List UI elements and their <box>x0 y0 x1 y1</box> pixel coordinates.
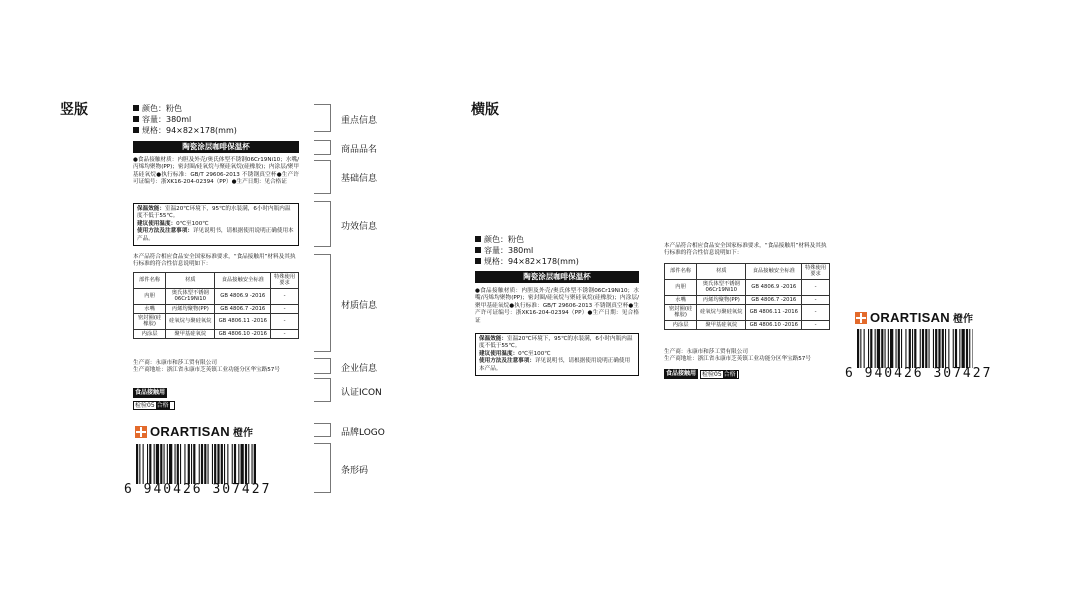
barcode-bar <box>139 444 140 484</box>
spec-size: 规格：94×82×178(mm) <box>484 257 579 266</box>
barcode-bar <box>241 444 244 484</box>
bracket-material-info <box>314 254 331 352</box>
table-header-row: 部件名称 材质 食品接触安全标准 特殊使用要求 <box>134 273 299 289</box>
barcode-bar <box>938 329 940 368</box>
brand-mark-icon <box>135 426 147 438</box>
spec-capacity: 容量：380ml <box>142 115 192 124</box>
square-bullet-icon <box>475 236 481 242</box>
bracket-cert-icon <box>314 378 331 402</box>
barcode-bar <box>881 329 883 368</box>
vertical-barcode <box>136 444 256 484</box>
barcode-bar <box>870 329 872 368</box>
barcode-bar <box>177 444 179 484</box>
barcode-bar <box>224 444 225 484</box>
table-row: 内胆 奥氏体型不锈钢06Cr19Ni10 GB 4806.9 -2016 - <box>134 288 299 304</box>
callout-product-name: 商品品名 <box>341 145 378 155</box>
barcode-bar <box>962 329 965 368</box>
horizontal-barcode-digits: 6 940426 307427 <box>845 366 993 381</box>
square-bullet-icon <box>475 247 481 253</box>
table-row: 水嘴 丙烯均聚物(PP) GB 4806.7 -2016 - <box>665 295 830 304</box>
bracket-basic-info <box>314 160 331 194</box>
table-row: 密封圈(硅橡胶) 硅氧烷与聚硅氧烷 GB 4806.11 -2016 - <box>134 314 299 330</box>
barcode-bar <box>252 444 253 484</box>
barcode-bar <box>922 329 924 368</box>
vertical-material-intro: 本产品符合相应食品安全国家标准要求，“食品接触用”材料及其执行标准的符合性信息说明如下： <box>133 254 296 268</box>
barcode-bar <box>199 444 200 484</box>
barcode-bar <box>188 444 190 484</box>
horizontal-basic-info: ●食品接触材质：内胆及外壳/奥氏体型不锈钢06Cr19Ni10；水嘴/丙烯均聚物(PP)；密封圈/硅氧烷与聚硅氧烷(硅橡胶)；内涂层/聚甲基硅氧烷●执行标准：GB/T 29606-2013 不锈钢真空杯●生产许可证编号：浙XK16-204-02394（PP）●生产日期：见合格证 <box>475 288 639 324</box>
callout-cert-icon: 认证ICON <box>341 388 382 398</box>
vertical-barcode-digits: 6 940426 307427 <box>124 482 272 497</box>
barcode-bar <box>857 329 859 368</box>
barcode-bar <box>860 329 861 368</box>
table-row: 内胆 奥氏体型不锈钢06Cr19Ni10 GB 4806.9 -2016 - <box>665 279 830 295</box>
bracket-product-name <box>314 140 331 155</box>
square-bullet-icon <box>133 127 139 133</box>
barcode-bar <box>149 444 151 484</box>
barcode-bar <box>948 329 949 368</box>
horizontal-brand-logo: ORARTISAN 橙作 <box>855 310 973 325</box>
barcode-bar <box>875 329 876 368</box>
barcode-bar <box>933 329 934 368</box>
barcode-bar <box>167 444 168 484</box>
barcode-bar <box>953 329 954 368</box>
horizontal-heading: 横版 <box>471 102 499 118</box>
barcode-bar <box>914 329 916 368</box>
inspection-badge: 检验05 合格 <box>133 401 175 410</box>
vertical-company-info: 生产商：永康市和莎工贸有限公司 生产商地址：浙江省永康市芝英镇工业功能分区华宝路57号 <box>133 360 280 374</box>
spec-color: 颜色：粉色 <box>142 104 182 113</box>
barcode-bar <box>864 329 865 368</box>
horizontal-material-intro: 本产品符合相应食品安全国家标准要求，“食品接触用”材料及其执行标准的符合性信息说明如下： <box>664 243 827 257</box>
barcode-bar <box>234 444 236 484</box>
horizontal-function-box: 保温效能：室温20℃环境下，95℃的水装满，6小时内瓶内温度不低于55℃。 建议使用温度：0℃至100℃ 使用方法及注意事项：详见说明书，请根据使用说明正确使用本产品。 <box>475 333 639 376</box>
barcode-bar <box>238 444 239 484</box>
vertical-basic-info: ●食品接触材质：内胆及外壳/奥氏体型不锈钢06Cr19Ni10；水嘴/丙烯均聚物(PP)；密封圈/硅氧烷与聚硅氧烷(硅橡胶)；内涂层/聚甲基硅氧烷●执行标准：GB/T 29606-2013 不锈钢真空杯●生产许可证编号：浙XK16-204-02394（PP）●生产日期：见合格证 <box>133 157 299 186</box>
barcode-bar <box>175 444 176 484</box>
barcode-bar <box>214 444 216 484</box>
barcode-bar <box>147 444 148 484</box>
horizontal-barcode <box>857 329 973 368</box>
callout-basic-info: 基础信息 <box>341 174 378 184</box>
barcode-bar <box>905 329 906 368</box>
barcode-bar <box>154 444 155 484</box>
table-row: 内涂层 聚甲基硅氧烷 GB 4806.10 -2016 - <box>134 329 299 338</box>
brand-mark-icon <box>855 312 867 324</box>
barcode-bar <box>929 329 930 368</box>
spec-color: 颜色：粉色 <box>484 235 524 244</box>
vertical-badges <box>133 379 175 410</box>
barcode-bar <box>191 444 192 484</box>
barcode-bar <box>868 329 869 368</box>
table-row: 密封圈(硅橡胶) 硅氧烷与聚硅氧烷 GB 4806.11 -2016 - <box>665 305 830 321</box>
barcode-bar <box>912 329 913 368</box>
vertical-spec-block <box>133 103 237 136</box>
square-bullet-icon <box>475 258 481 264</box>
barcode-bar <box>888 329 889 368</box>
horizontal-material-table <box>664 263 830 330</box>
table-row: 内涂层 聚甲基硅氧烷 GB 4806.10 -2016 - <box>665 320 830 329</box>
barcode-bar <box>901 329 902 368</box>
barcode-bar <box>254 444 256 484</box>
barcode-bar <box>201 444 203 484</box>
barcode-bar <box>164 444 165 484</box>
callout-key-info: 重点信息 <box>341 116 378 126</box>
horizontal-company-info: 生产商：永康市和莎工贸有限公司 生产商地址：浙江省永康市芝英镇工业功能分区华宝路57号 <box>664 349 811 363</box>
barcode-bar <box>966 329 968 368</box>
barcode-bar <box>920 329 921 368</box>
inspection-badge: 检验05 合格 <box>700 370 739 379</box>
callout-brand-logo: 品牌LOGO <box>341 428 385 438</box>
barcode-bar <box>160 444 162 484</box>
food-contact-badge: 食品接触用 <box>666 370 697 377</box>
horizontal-badges <box>664 369 739 379</box>
callout-material-info: 材质信息 <box>341 301 378 311</box>
square-bullet-icon <box>133 105 139 111</box>
food-contact-badge: 食品接触用 <box>135 389 166 396</box>
barcode-bar <box>156 444 159 484</box>
barcode-bar <box>898 329 900 368</box>
bracket-key-info <box>314 104 331 132</box>
barcode-bar <box>232 444 233 484</box>
vertical-brand-logo: ORARTISAN 橙作 <box>135 424 253 439</box>
barcode-bar <box>942 329 944 368</box>
vertical-product-name: 陶瓷涂层咖啡保温杯 <box>133 141 299 153</box>
vertical-material-table <box>133 272 299 339</box>
barcode-bar <box>945 329 946 368</box>
barcode-bar <box>136 444 138 484</box>
barcode-bar <box>959 329 960 368</box>
horizontal-product-name: 陶瓷涂层咖啡保温杯 <box>475 271 639 283</box>
barcode-bar <box>245 444 247 484</box>
callout-function-info: 功效信息 <box>341 222 378 232</box>
barcode-bar <box>221 444 223 484</box>
table-row: 水嘴 丙烯均聚物(PP) GB 4806.7 -2016 - <box>134 304 299 313</box>
barcode-bar <box>227 444 228 484</box>
bracket-barcode <box>314 443 331 493</box>
barcode-bar <box>248 444 249 484</box>
barcode-bar <box>955 329 957 368</box>
spec-size: 规格：94×82×178(mm) <box>142 126 237 135</box>
barcode-bar <box>143 444 144 484</box>
barcode-bar <box>896 329 897 368</box>
barcode-bar <box>208 444 209 484</box>
callout-barcode: 条形码 <box>341 466 369 476</box>
barcode-bar <box>973 329 974 368</box>
barcode-bar <box>885 329 886 368</box>
barcode-bar <box>890 329 893 368</box>
barcode-bar <box>180 444 181 484</box>
barcode-bar <box>193 444 195 484</box>
table-header-row: 部件名称 材质 食品接触安全标准 特殊使用要求 <box>665 264 830 280</box>
callout-company-info: 企业信息 <box>341 364 378 374</box>
barcode-bar <box>217 444 219 484</box>
horizontal-spec-block <box>475 234 579 267</box>
barcode-bar <box>969 329 970 368</box>
barcode-bar <box>877 329 880 368</box>
barcode-bar <box>909 329 911 368</box>
barcode-bar <box>935 329 937 368</box>
barcode-bar <box>925 329 927 368</box>
vertical-function-box: 保温效能：室温20℃环境下，95℃的水装满，6小时内瓶内温度不低于55℃。 建议使用温度：0℃至100℃ 使用方法及注意事项：详见说明书，请根据使用说明正确使用本产品。 <box>133 203 299 246</box>
barcode-bar <box>169 444 172 484</box>
barcode-bar <box>212 444 213 484</box>
barcode-bar <box>204 444 206 484</box>
barcode-bar <box>184 444 185 484</box>
bracket-function-info <box>314 201 331 247</box>
vertical-heading: 竖版 <box>60 102 88 118</box>
bracket-brand-logo <box>314 423 331 437</box>
bracket-company-info <box>314 358 331 374</box>
square-bullet-icon <box>133 116 139 122</box>
spec-capacity: 容量：380ml <box>484 246 534 255</box>
